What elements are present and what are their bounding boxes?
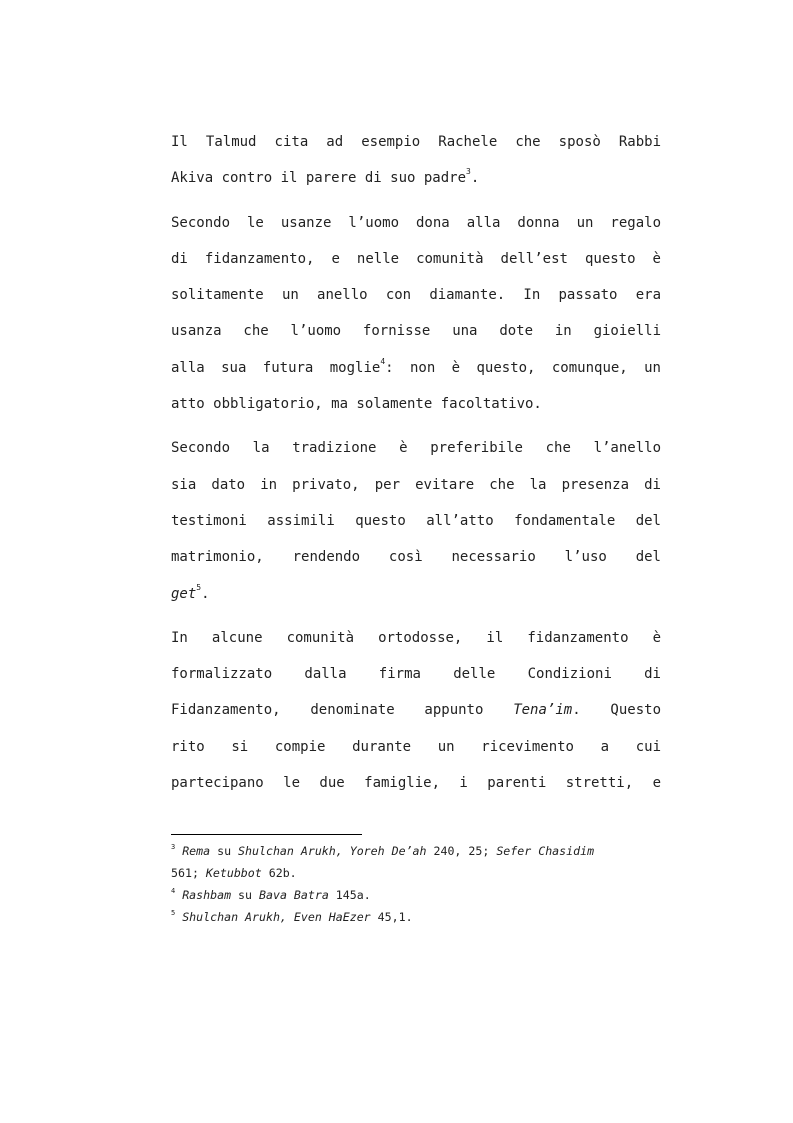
text-line [171, 430, 661, 466]
text-run: : non è questo, comunque, un [385, 359, 661, 376]
text-run: testimoni assimili questo all’atto fondamentale del [171, 512, 661, 529]
paragraph-gap [171, 422, 661, 430]
footnote-line [171, 840, 661, 862]
italic-text: Tena’im [513, 702, 573, 719]
paragraph-gap [171, 612, 661, 620]
text-run: 561; [171, 866, 206, 880]
text-run: su [231, 888, 259, 902]
text-line [171, 277, 661, 313]
text-run: solitamente un anello con diamante. In passato era [171, 287, 661, 304]
text-line [171, 160, 661, 196]
footnote-line [171, 906, 661, 928]
text-run: Fidanzamento, denominate appunto [171, 702, 514, 719]
text-run: Il Talmud cita ad esempio Rachele che sposò Rabbi [171, 134, 661, 150]
text-run: Secondo la tradizione è preferibile che l’anello [171, 440, 661, 457]
text-line [171, 386, 661, 422]
italic-text: Rema [182, 844, 211, 858]
text-line [171, 205, 661, 241]
text-line [171, 124, 661, 160]
footnote-ref: 5 [171, 909, 176, 917]
italic-text: get [171, 585, 197, 602]
paragraph [171, 620, 661, 801]
text-run: . [470, 170, 480, 187]
text-line [171, 467, 661, 503]
text-line [171, 576, 661, 612]
footnote [171, 840, 661, 884]
text-run: In alcune comunità ortodosse, il fidanzamento è [171, 629, 661, 646]
text-run: partecipano le due famiglie, i parenti stretti, e [171, 775, 661, 792]
paragraph [171, 124, 661, 197]
text-run: di fidanzamento, e nelle comunità dell’est questo è [171, 250, 661, 267]
text-line [171, 765, 661, 801]
text-run: sia dato in privato, per evitare che la presenza di [171, 476, 661, 493]
footnote-separator [171, 834, 362, 835]
body-text [171, 124, 661, 801]
italic-text: Rashbam [182, 888, 232, 902]
italic-text: Ketubbot [205, 866, 262, 880]
text-line [171, 313, 661, 349]
text-line [171, 692, 661, 728]
text-run: matrimonio, rendendo così necessario l’uso del [171, 549, 661, 566]
text-run: su [210, 844, 239, 858]
text-run: alla sua futura moglie [171, 359, 381, 376]
text-run: 240, 25; [426, 844, 497, 858]
text-run: . Questo [572, 702, 661, 719]
footnote-ref: 5 [196, 582, 202, 592]
italic-text: Bava Batra [259, 888, 329, 902]
italic-text: Shulchan Arukh, Even HaEzer [182, 910, 371, 924]
text-run: formalizzato dalla firma delle Condizioni di [171, 666, 661, 683]
text-run: Secondo le usanze l’uomo dona alla donna un regalo [171, 214, 661, 231]
footnotes [171, 840, 661, 928]
footnote-line [171, 862, 661, 884]
text-run: . [201, 585, 210, 602]
text-line [171, 350, 661, 386]
text-line [171, 241, 661, 277]
italic-text: Sefer Chasidim [496, 844, 595, 858]
text-run: 62b. [261, 866, 297, 880]
footnote-ref: 4 [380, 356, 386, 366]
text-line [171, 503, 661, 539]
paragraph [171, 430, 661, 611]
text-line [171, 620, 661, 656]
footnote [171, 884, 661, 906]
footnote-line [171, 884, 661, 906]
text-run: 45,1. [370, 910, 413, 924]
italic-text: Shulchan Arukh, Yoreh De’ah [238, 844, 427, 858]
footnote-ref: 3 [466, 167, 471, 177]
paragraph-gap [171, 197, 661, 205]
text-run: 145a. [328, 888, 371, 902]
text-run: usanza che l’uomo fornisse una dote in gioielli [171, 323, 661, 340]
text-run: rito si compie durante un ricevimento a cui [171, 738, 661, 755]
text-line [171, 656, 661, 692]
paragraph [171, 205, 661, 423]
footnote-ref: 4 [171, 887, 176, 895]
text-line [171, 729, 661, 765]
text-run: Akiva contro il parere di suo padre [171, 170, 467, 187]
footnote-ref: 3 [171, 843, 176, 851]
footnote [171, 906, 661, 928]
text-run: atto obbligatorio, ma solamente facoltativo. [171, 396, 542, 413]
text-line [171, 539, 661, 575]
